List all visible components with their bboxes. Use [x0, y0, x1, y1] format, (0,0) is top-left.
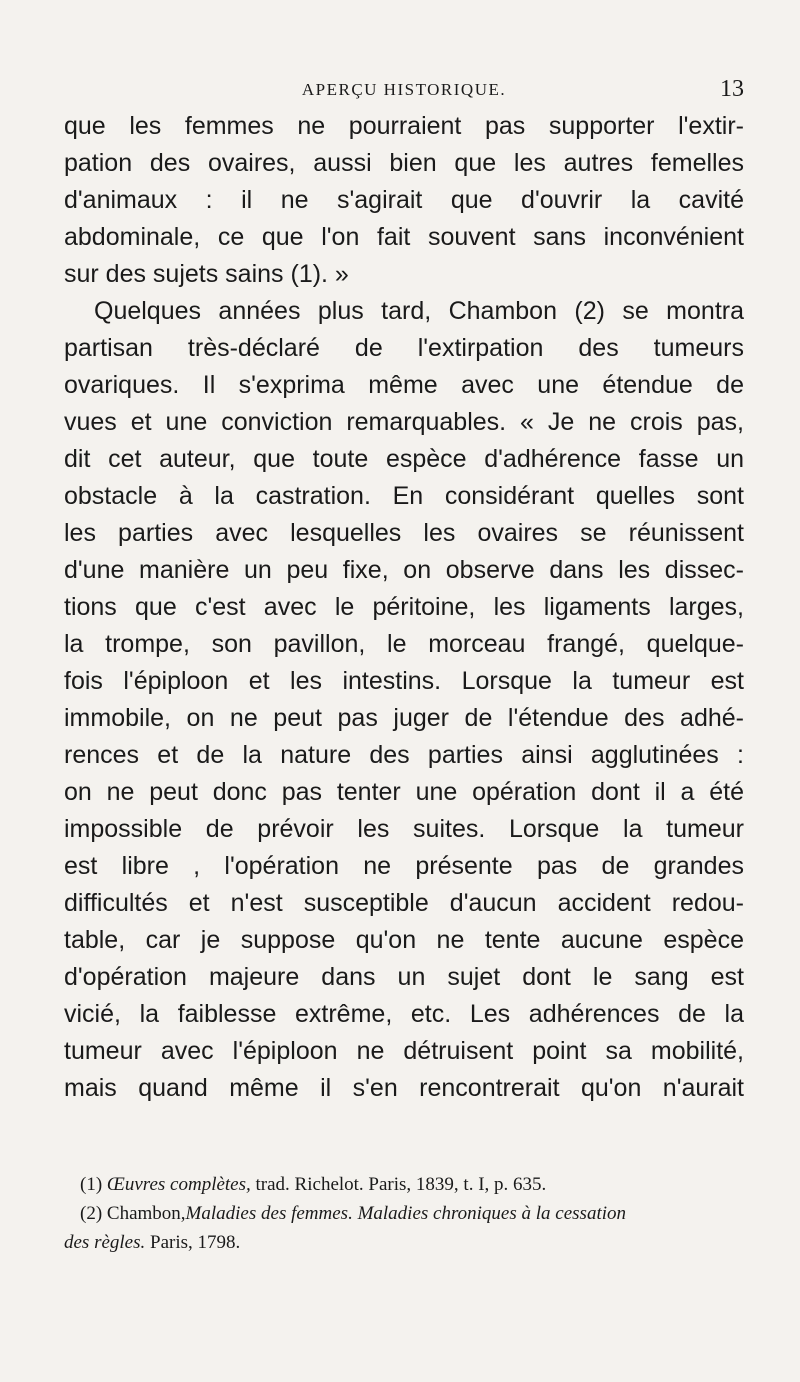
text-line: immobile, on ne peut pas juger de l'étendue des adhé- — [64, 704, 744, 732]
text-line: obstacle à la castration. En considérant quelles sont — [64, 482, 744, 510]
text-line: vues et une conviction remarquables. « Je ne crois pas, — [64, 408, 744, 436]
text-line: difficultés et n'est susceptible d'aucun accident redou- — [64, 889, 744, 917]
text-line: pation des ovaires, aussi bien que les autres femelles — [64, 149, 744, 177]
footnote-title: Œuvres complètes, — [106, 1174, 251, 1195]
text-line: mais quand même il s'en rencontrerait qu'on n'aurait — [64, 1074, 744, 1102]
body-text — [64, 108, 744, 1107]
text-line: d'animaux : il ne s'agirait que d'ouvrir la cavité — [64, 186, 744, 214]
footnote-text: Paris, 1798. — [145, 1232, 241, 1253]
running-title: APERÇU HISTORIQUE. — [301, 80, 507, 99]
text-line: que les femmes ne pourraient pas supporter l'extir- — [64, 112, 744, 140]
text-line: sur des sujets sains (1). » — [64, 260, 349, 288]
footnote-2-continuation — [64, 1228, 744, 1257]
text-line: fois l'épiploon et les intestins. Lorsque la tumeur est — [64, 667, 744, 695]
text-line: vicié, la faiblesse extrême, etc. Les adhérences de la — [64, 1000, 744, 1028]
footnote-marker: (2) — [80, 1203, 103, 1224]
text-line: la trompe, son pavillon, le morceau frangé, quelque- — [64, 630, 744, 658]
text-line: dit cet auteur, que toute espèce d'adhérence fasse un — [64, 445, 744, 473]
text-line: on ne peut donc pas tenter une opération dont il a été — [64, 778, 744, 806]
text-line: ovariques. Il s'exprima même avec une étendue de — [64, 371, 744, 399]
book-page — [64, 0, 744, 1382]
paragraph-start-line: Quelques années plus tard, Chambon (2) se montra — [94, 297, 744, 325]
footnote-title: Maladies des femmes. Maladies chroniques à la cessation — [185, 1203, 626, 1224]
text-line: tumeur avec l'épiploon ne détruisent point sa mobilité, — [64, 1037, 744, 1065]
running-head — [64, 76, 744, 106]
page-number: 13 — [720, 76, 744, 102]
text-line: est libre , l'opération ne présente pas de grandes — [64, 852, 744, 880]
text-line: rences et de la nature des parties ainsi agglutinées : — [64, 741, 744, 769]
footnote-text: trad. Richelot. Paris, 1839, t. I, p. 635. — [250, 1174, 547, 1195]
text-line: tions que c'est avec le péritoine, les ligaments larges, — [64, 593, 744, 621]
text-line: d'une manière un peu fixe, on observe dans les dissec- — [64, 556, 744, 584]
text-line: impossible de prévoir les suites. Lorsque la tumeur — [64, 815, 744, 843]
text-line: d'opération majeure dans un sujet dont le sang est — [64, 963, 744, 991]
footnote-1 — [64, 1170, 744, 1199]
footnote-2 — [64, 1199, 744, 1228]
footnotes — [64, 1170, 744, 1257]
footnote-marker: (1) — [80, 1174, 103, 1195]
text-line: abdominale, ce que l'on fait souvent sans inconvénient — [64, 223, 744, 251]
text-line: table, car je suppose qu'on ne tente aucune espèce — [64, 926, 744, 954]
footnote-author: Chambon, — [106, 1203, 186, 1224]
text-line: partisan très-déclaré de l'extirpation des tumeurs — [64, 334, 744, 362]
footnote-title-cont: des règles. — [64, 1232, 146, 1253]
text-line: les parties avec lesquelles les ovaires se réunissent — [64, 519, 744, 547]
